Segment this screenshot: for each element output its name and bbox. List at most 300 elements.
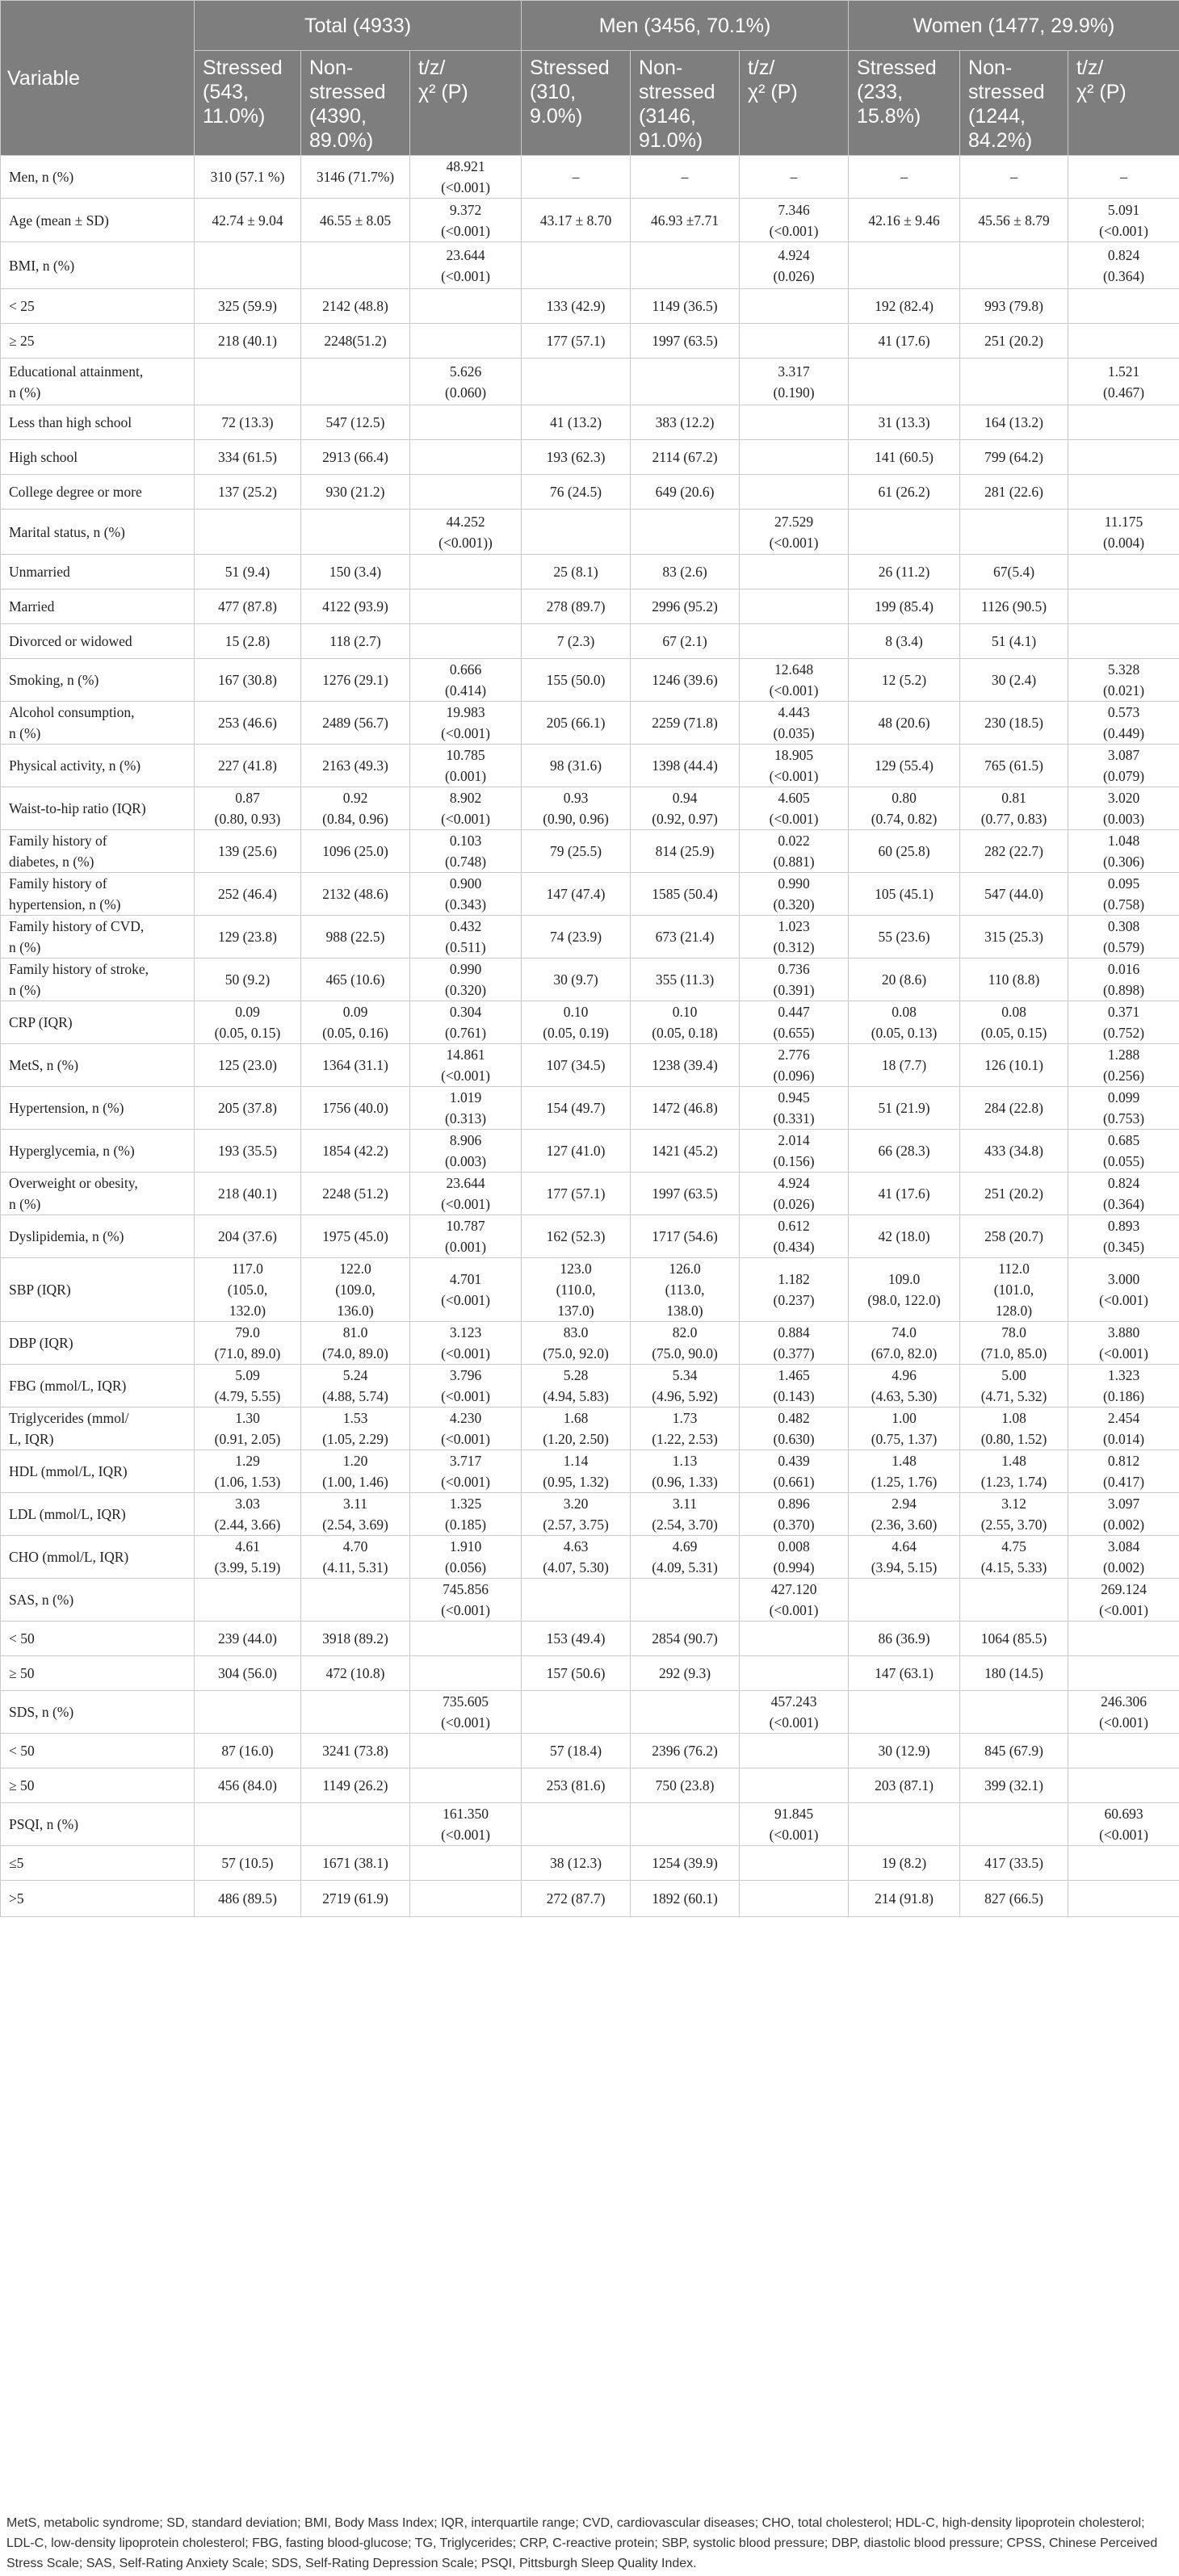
group-header-women: Women (1477, 29.9%) <box>849 1 1179 51</box>
table-cell <box>740 1001 849 1044</box>
cell-line: 25 (8.1) <box>553 564 598 580</box>
table-cell <box>631 1579 740 1622</box>
cell-line: 3.03 <box>235 1496 260 1512</box>
row-label <box>1 589 195 624</box>
cell-line: (4.96, 5.92) <box>652 1388 718 1404</box>
table-cell <box>522 830 631 873</box>
table-cell <box>195 873 301 916</box>
row-label <box>1 745 195 787</box>
cell-line: (4.79, 5.55) <box>214 1388 281 1404</box>
cell-line: 427.120 <box>770 1581 817 1597</box>
cell-line: 5.626 <box>449 363 482 380</box>
table-cell <box>631 787 740 830</box>
cell-line: 2163 (49.3) <box>322 757 388 774</box>
cell-line: (0.056) <box>445 1559 487 1575</box>
cell-line: (0.256) <box>1103 1068 1145 1084</box>
table-cell <box>631 659 740 702</box>
row-label-line: n (%) <box>9 939 41 955</box>
cell-line: 18 (7.7) <box>881 1057 927 1073</box>
table-cell <box>740 1408 849 1450</box>
table-cell <box>740 324 849 359</box>
cell-line: (0.05, 0.19) <box>543 1025 609 1041</box>
table-cell <box>301 1622 410 1656</box>
cell-line: 153 (49.4) <box>546 1630 606 1647</box>
table-cell <box>849 745 960 787</box>
cell-line: 126.0 <box>669 1261 701 1277</box>
table-cell <box>1068 289 1179 324</box>
table-cell <box>195 1087 301 1130</box>
cell-line: 2396 (76.2) <box>652 1743 718 1759</box>
table-cell <box>195 1622 301 1656</box>
cell-line: 118 (2.7) <box>329 633 381 649</box>
row-label <box>1 830 195 873</box>
table-cell <box>1068 1803 1179 1846</box>
cell-line: 5.34 <box>672 1367 698 1383</box>
cell-line: (0.096) <box>773 1068 815 1084</box>
table-cell <box>1068 1450 1179 1493</box>
row-label <box>1 1044 195 1087</box>
cell-line: 60 (25.8) <box>878 843 930 859</box>
table-cell <box>960 787 1068 830</box>
subheader-line: 9.0%) <box>530 105 583 128</box>
cell-line: (0.060) <box>445 384 487 401</box>
table-cell <box>410 1881 522 1917</box>
row-label-line: High school <box>9 449 78 465</box>
cell-line: 2132 (48.6) <box>322 886 388 902</box>
table-cell <box>631 156 740 199</box>
cell-line: (0.761) <box>445 1025 487 1041</box>
cell-line: 79 (25.5) <box>549 843 602 859</box>
cell-line: 1997 (63.5) <box>652 333 718 349</box>
cell-line: 98 (31.6) <box>549 757 602 774</box>
cell-line: 310 (57.1 %) <box>210 169 285 185</box>
table-cell <box>301 405 410 440</box>
cell-line: (0.84, 0.96) <box>322 811 388 827</box>
cell-line: (0.370) <box>773 1517 815 1533</box>
cell-line: (0.185) <box>445 1517 487 1533</box>
table-cell <box>522 624 631 659</box>
cell-line: 735.605 <box>443 1693 489 1710</box>
table-cell <box>301 1803 410 1846</box>
table-cell <box>195 510 301 555</box>
row-label-line: ≥ 50 <box>9 1777 35 1794</box>
cell-line: (0.079) <box>1103 768 1145 784</box>
row-label-line: ≥ 25 <box>9 333 35 349</box>
row-label-line: ≥ 50 <box>9 1665 35 1681</box>
subheader-line: (543, <box>203 81 249 103</box>
table-cell <box>740 702 849 745</box>
table-cell <box>740 1493 849 1536</box>
cell-line: (0.77, 0.83) <box>980 811 1047 827</box>
cell-line: 1.023 <box>778 918 810 934</box>
table-row <box>1 405 1179 440</box>
table-cell <box>1068 1536 1179 1579</box>
row-label <box>1 1408 195 1450</box>
cell-line: (0.001) <box>445 768 487 784</box>
cell-line: 12.648 <box>774 661 814 678</box>
cell-line: 0.990 <box>449 961 482 977</box>
cell-line: (2.54, 3.70) <box>652 1517 718 1533</box>
table-cell <box>522 199 631 242</box>
cell-line: (0.004) <box>1103 534 1145 551</box>
table-cell <box>631 1258 740 1322</box>
cell-line: 5.328 <box>1107 661 1140 678</box>
table-cell <box>522 1622 631 1656</box>
table-cell <box>960 324 1068 359</box>
table-cell <box>740 405 849 440</box>
cell-line: 1149 (36.5) <box>652 298 718 314</box>
row-label <box>1 1881 195 1917</box>
cell-line: 1149 (26.2) <box>322 1777 388 1794</box>
cell-line: (1.25, 1.76) <box>871 1474 938 1490</box>
table-cell <box>849 916 960 959</box>
cell-line: 177 (57.1) <box>546 1185 606 1202</box>
table-cell <box>410 242 522 289</box>
table-cell <box>849 1691 960 1734</box>
cell-line: 4.924 <box>778 1175 810 1191</box>
cell-line: 3241 (73.8) <box>322 1743 388 1759</box>
cell-line: 139 (25.6) <box>218 843 277 859</box>
cell-line: 2.014 <box>778 1132 810 1148</box>
cell-line: 42.16 ± 9.46 <box>868 212 940 229</box>
table-cell <box>410 1450 522 1493</box>
cell-line: 3.317 <box>778 363 810 380</box>
cell-line: – <box>790 169 798 185</box>
table-cell <box>1068 1881 1179 1917</box>
cell-line: (2.55, 3.70) <box>980 1517 1047 1533</box>
table-row <box>1 1087 1179 1130</box>
table-row <box>1 1536 1179 1579</box>
row-label <box>1 1536 195 1579</box>
cell-line: (4.63, 5.30) <box>871 1388 938 1404</box>
cell-line: (0.655) <box>773 1025 815 1041</box>
row-label <box>1 787 195 830</box>
cell-line: (<0.001) <box>441 1602 490 1618</box>
cell-line: 4.64 <box>892 1538 917 1554</box>
subheader-line: (310, <box>530 81 577 103</box>
cell-line: 845 (67.9) <box>984 1743 1043 1759</box>
cell-line: 199 (85.4) <box>875 598 934 615</box>
cell-line: 57 (18.4) <box>549 1743 602 1759</box>
table-cell <box>522 589 631 624</box>
cell-line: 0.896 <box>778 1496 810 1512</box>
row-label-line: hypertension, n (%) <box>9 896 121 913</box>
table-cell <box>1068 1734 1179 1768</box>
table-cell <box>849 1579 960 1622</box>
table-cell <box>1068 405 1179 440</box>
cell-line: 91.845 <box>774 1806 814 1822</box>
table-cell <box>195 405 301 440</box>
table-cell <box>849 1734 960 1768</box>
row-label <box>1 1215 195 1258</box>
cell-line: 1585 (50.4) <box>652 886 718 902</box>
table-cell <box>195 1881 301 1917</box>
table-cell <box>960 1322 1068 1365</box>
table-cell <box>960 1622 1068 1656</box>
table-cell <box>301 702 410 745</box>
cell-line: (<0.001)) <box>438 534 493 551</box>
table-cell <box>849 1846 960 1881</box>
cell-line: – <box>572 169 580 185</box>
cell-line: 282 (22.7) <box>984 843 1043 859</box>
cell-line: 19.983 <box>446 704 485 720</box>
cell-line: – <box>681 169 689 185</box>
table-cell <box>631 475 740 510</box>
table-cell <box>410 830 522 873</box>
cell-line: 128.0) <box>995 1303 1033 1319</box>
cell-line: 204 (37.6) <box>218 1228 277 1244</box>
cell-line: (4.71, 5.32) <box>980 1388 1047 1404</box>
table-cell <box>740 745 849 787</box>
row-label-line: n (%) <box>9 725 41 741</box>
table-cell <box>195 1768 301 1803</box>
table-cell <box>740 156 849 199</box>
table-cell <box>410 1408 522 1450</box>
table-cell <box>410 589 522 624</box>
table-cell <box>849 589 960 624</box>
table-cell <box>522 1001 631 1044</box>
cell-line: (4.07, 5.30) <box>543 1559 609 1575</box>
table-cell <box>849 510 960 555</box>
cell-line: 0.099 <box>1107 1089 1140 1105</box>
table-cell <box>849 1258 960 1322</box>
table-row <box>1 510 1179 555</box>
cell-line: 4.443 <box>778 704 810 720</box>
subheader-line: Non- <box>968 57 1013 79</box>
cell-line: 1064 (85.5) <box>980 1630 1047 1647</box>
subheader-line: stressed <box>639 81 715 103</box>
table-cell <box>631 440 740 475</box>
table-cell <box>301 830 410 873</box>
cell-line: (75.0, 92.0) <box>543 1345 609 1361</box>
table-cell <box>195 1365 301 1408</box>
table-cell <box>195 916 301 959</box>
cell-line: 50 (9.2) <box>224 971 271 988</box>
cell-line: 122.0 <box>339 1261 371 1277</box>
table-cell <box>960 659 1068 702</box>
cell-line: 799 (64.2) <box>984 449 1043 465</box>
row-label <box>1 1493 195 1536</box>
table-cell <box>849 1450 960 1493</box>
table-cell <box>522 1087 631 1130</box>
cell-line: 157 (50.6) <box>546 1665 606 1681</box>
table-cell <box>849 359 960 405</box>
row-label <box>1 702 195 745</box>
table-cell <box>522 1258 631 1322</box>
cell-line: (0.630) <box>773 1431 815 1447</box>
table-cell <box>631 702 740 745</box>
table-cell <box>301 156 410 199</box>
cell-line: 1.48 <box>1001 1453 1026 1469</box>
cell-line: 4.924 <box>778 246 810 263</box>
cell-line: (<0.001) <box>441 1714 490 1731</box>
row-label <box>1 1365 195 1408</box>
table-cell <box>195 1408 301 1450</box>
table-cell <box>740 1365 849 1408</box>
row-label <box>1 873 195 916</box>
table-cell <box>410 916 522 959</box>
table-cell <box>631 1768 740 1803</box>
table-cell <box>960 1536 1068 1579</box>
table-cell <box>301 1734 410 1768</box>
table-cell <box>410 1365 522 1408</box>
table-cell <box>1068 1622 1179 1656</box>
table-cell <box>849 199 960 242</box>
table-cell <box>301 289 410 324</box>
cell-line: 180 (14.5) <box>984 1665 1043 1681</box>
table-cell <box>849 959 960 1001</box>
cell-line: 81.0 <box>342 1324 368 1340</box>
subheader-line: 89.0%) <box>309 129 374 152</box>
cell-line: 3.084 <box>1107 1538 1140 1554</box>
cell-line: 649 (20.6) <box>655 484 715 500</box>
cell-line: 1.288 <box>1107 1047 1140 1063</box>
table-cell <box>522 1215 631 1258</box>
table-cell <box>195 659 301 702</box>
table-cell <box>301 359 410 405</box>
table-row <box>1 1493 1179 1536</box>
cell-line: 0.612 <box>778 1218 810 1234</box>
cell-line: 4.96 <box>892 1367 917 1383</box>
table-cell <box>960 1450 1068 1493</box>
row-label-line: Educational attainment, <box>9 363 144 380</box>
subheader-cell <box>740 51 849 156</box>
cell-line: (71.0, 89.0) <box>214 1345 281 1361</box>
table-cell <box>1068 510 1179 555</box>
cell-line: 1.465 <box>778 1367 810 1383</box>
row-label-line: Overweight or obesity, <box>9 1175 138 1191</box>
table-cell <box>740 1881 849 1917</box>
cell-line: 61 (26.2) <box>878 484 930 500</box>
table-cell <box>301 555 410 589</box>
cell-line: 0.482 <box>778 1410 810 1426</box>
table-cell <box>960 242 1068 289</box>
cell-line: (1.22, 2.53) <box>652 1431 718 1447</box>
cell-line: (109.0, <box>335 1282 376 1298</box>
cell-line: 48.921 <box>446 158 485 174</box>
cell-line: 1.14 <box>563 1453 589 1469</box>
cell-line: 1.00 <box>892 1410 917 1426</box>
row-label-line: Alcohol consumption, <box>9 704 135 720</box>
table-cell <box>1068 1087 1179 1130</box>
table-cell <box>195 1536 301 1579</box>
table-cell <box>960 745 1068 787</box>
row-label-line: CRP (IQR) <box>9 1014 73 1030</box>
cell-line: 3.097 <box>1107 1496 1140 1512</box>
table-cell <box>849 1768 960 1803</box>
cell-line: 0.900 <box>449 875 482 892</box>
table-cell <box>195 1044 301 1087</box>
cell-line: 284 (22.8) <box>984 1100 1043 1116</box>
table-cell <box>301 1001 410 1044</box>
table-cell <box>301 916 410 959</box>
table-cell <box>301 1493 410 1536</box>
table-row <box>1 156 1179 199</box>
cell-line: 205 (66.1) <box>546 715 606 731</box>
cell-line: 66 (28.3) <box>878 1143 930 1159</box>
cell-line: 10.787 <box>446 1218 485 1234</box>
table-cell <box>960 440 1068 475</box>
cell-line: (0.05, 0.13) <box>871 1025 938 1041</box>
cell-line: 155 (50.0) <box>546 672 606 688</box>
table-cell <box>740 1846 849 1881</box>
cell-line: (<0.001) <box>1099 1714 1148 1731</box>
cell-line: 0.93 <box>563 790 589 806</box>
cell-line: 239 (44.0) <box>218 1630 277 1647</box>
cell-line: (0.994) <box>773 1559 815 1575</box>
cell-line: 3.020 <box>1107 790 1140 806</box>
table-cell <box>410 1803 522 1846</box>
table-cell <box>410 1846 522 1881</box>
cell-line: (0.026) <box>773 267 815 284</box>
table-cell <box>410 659 522 702</box>
table-cell <box>631 916 740 959</box>
cell-line: 315 (25.3) <box>984 929 1043 945</box>
cell-line: 0.10 <box>563 1004 589 1020</box>
cell-line: (<0.001) <box>441 1431 490 1447</box>
table-cell <box>960 1087 1068 1130</box>
table-cell <box>522 959 631 1001</box>
cell-line: (<0.001) <box>769 222 819 239</box>
table-cell <box>522 555 631 589</box>
cell-line: 0.87 <box>235 790 260 806</box>
table-cell <box>301 1322 410 1365</box>
cell-line: 246.306 <box>1101 1693 1147 1710</box>
table-cell <box>1068 702 1179 745</box>
table-cell <box>1068 1691 1179 1734</box>
cell-line: 46.55 ± 8.05 <box>319 212 392 229</box>
table-cell <box>410 1173 522 1215</box>
table-cell <box>522 702 631 745</box>
table-cell <box>740 1130 849 1173</box>
table-cell <box>522 1846 631 1881</box>
cell-line: (4.94, 5.83) <box>543 1388 609 1404</box>
table-cell <box>740 787 849 830</box>
table-cell <box>740 1450 849 1493</box>
row-label <box>1 1846 195 1881</box>
subheader-cell <box>195 51 301 156</box>
cell-line: (<0.001) <box>769 1827 819 1843</box>
table-cell <box>522 1493 631 1536</box>
table-cell <box>301 199 410 242</box>
table-cell <box>301 1044 410 1087</box>
table-cell <box>1068 787 1179 830</box>
cell-line: 3146 (71.7%) <box>316 169 395 185</box>
cell-line: 3.11 <box>673 1496 698 1512</box>
cell-line: 1421 (45.2) <box>652 1143 718 1159</box>
cell-line: (0.026) <box>773 1196 815 1212</box>
row-label <box>1 1579 195 1622</box>
cell-line: 107 (34.5) <box>546 1057 606 1073</box>
table-cell <box>195 1322 301 1365</box>
table-cell <box>740 624 849 659</box>
table-cell <box>301 1450 410 1493</box>
table-cell <box>740 242 849 289</box>
cell-line: 23.644 <box>446 1175 485 1191</box>
cell-line: 79.0 <box>235 1324 260 1340</box>
row-label-line: Unmarried <box>9 564 70 580</box>
cell-line: (2.44, 3.66) <box>214 1517 281 1533</box>
cell-line: 1126 (90.5) <box>981 598 1047 615</box>
table-cell <box>522 440 631 475</box>
table-cell <box>1068 199 1179 242</box>
table-cell <box>410 1044 522 1087</box>
table-cell <box>631 359 740 405</box>
table-cell <box>410 1258 522 1322</box>
row-label <box>1 1691 195 1734</box>
table-row <box>1 1846 1179 1881</box>
table-cell <box>1068 1579 1179 1622</box>
